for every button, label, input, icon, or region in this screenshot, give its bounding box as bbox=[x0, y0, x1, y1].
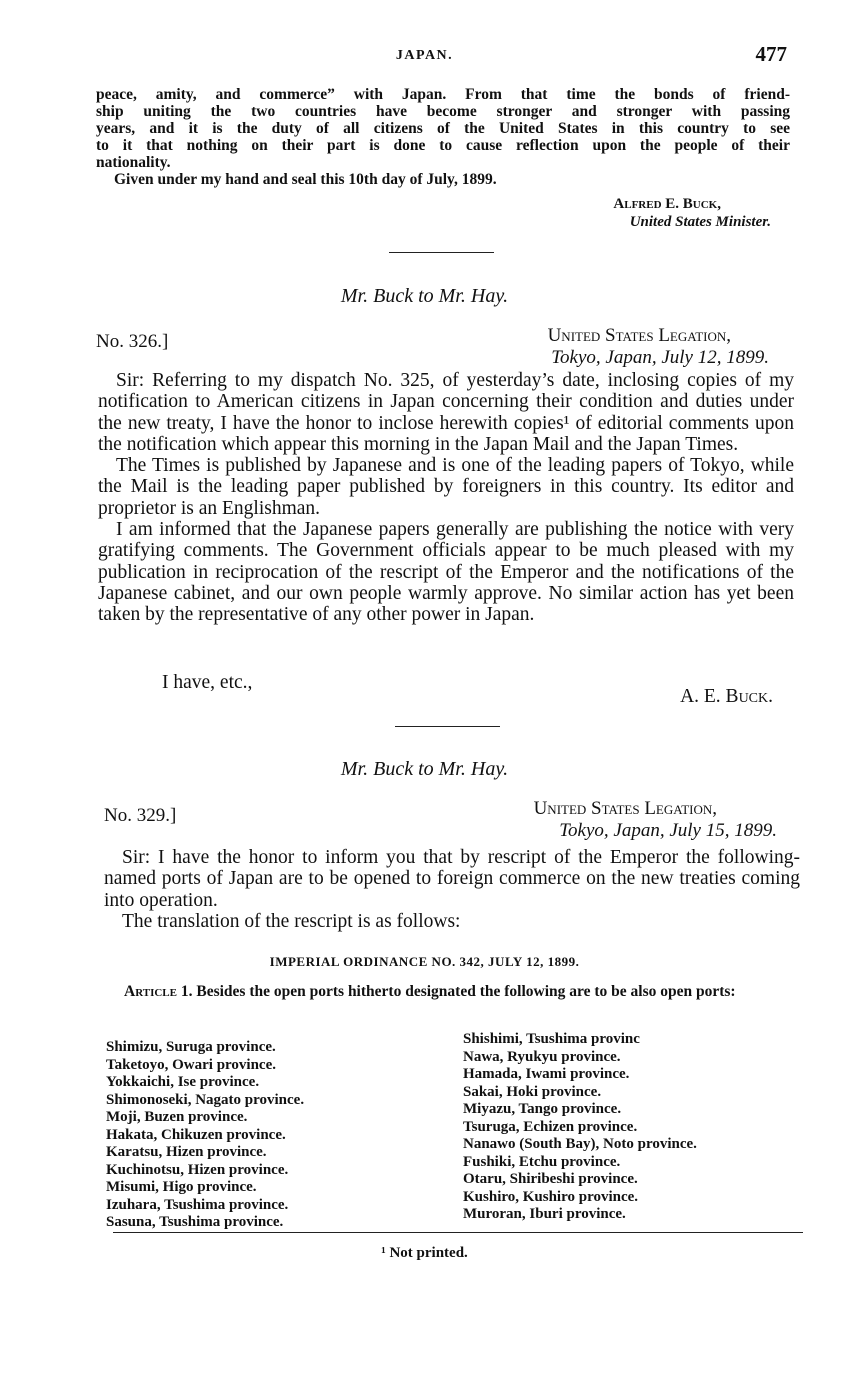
port-item: Kushiro, Kushiro province. bbox=[463, 1188, 639, 1205]
dispatch-326-closing: I have, etc., bbox=[162, 672, 253, 693]
text-line: peace, amity, and commerce” with Japan. From that time the bonds of friend- bbox=[96, 86, 790, 103]
signature-title: United States Minister. bbox=[629, 214, 771, 230]
notification-continuation bbox=[96, 86, 790, 188]
page-header bbox=[0, 42, 849, 72]
legation-name: United States Legation, bbox=[533, 798, 717, 819]
legation-name: United States Legation, bbox=[547, 325, 731, 346]
text-line: years, and it is the duty of all citizens of the United States in this country to see bbox=[96, 120, 790, 137]
port-item: Yokkaichi, Ise province. bbox=[106, 1074, 260, 1090]
place-date: Tokyo, Japan, July 15, 1899. bbox=[559, 820, 777, 841]
port-item: Shimonoseki, Nagato province. bbox=[106, 1091, 305, 1108]
port-item: Fushiki, Etchu province. bbox=[463, 1153, 621, 1170]
dispatch-326-paragraph-1: Sir: Referring to my dispatch No. 325, of yesterday’s date, inclosing copies of my notification to American citizens in Japan concerning their condition and duties under the new treaty, I have the honor to inclose herewith copies¹ of editorial comments upon the notification which appear this morning in the Japan Mail and the Japan Times. bbox=[98, 370, 794, 455]
dispatch-329-title: Mr. Buck to Mr. Hay. bbox=[340, 758, 509, 780]
text-line: to it that nothing on their part is done to cause reflection upon the people of their bbox=[96, 137, 790, 154]
article-label: Article 1. bbox=[124, 983, 193, 1000]
port-item: Hamada, Iwami province. bbox=[463, 1066, 630, 1082]
port-item: Otaru, Shiribeshi province. bbox=[463, 1171, 638, 1187]
port-item: Misumi, Higo province. bbox=[106, 1179, 257, 1195]
port-item: Shishimi, Tsushima provinc bbox=[463, 1031, 640, 1047]
section-divider bbox=[389, 252, 494, 253]
given-under-hand: Given under my hand and seal this 10th day of July, 1899. bbox=[114, 171, 497, 188]
dispatch-326-number: No. 326.] bbox=[96, 331, 169, 352]
port-item: Taketoyo, Owari province. bbox=[106, 1056, 277, 1073]
port-item: Izuhara, Tsushima province. bbox=[106, 1196, 289, 1213]
port-item: Muroran, Iburi province. bbox=[463, 1206, 626, 1222]
port-item: Nanawo (South Bay), Noto province. bbox=[463, 1136, 697, 1152]
port-item: Tsuruga, Echizen province. bbox=[463, 1118, 638, 1135]
signature-name: Alfred E. Buck, bbox=[613, 196, 721, 212]
page-number: 477 bbox=[755, 42, 787, 66]
dispatch-326-title: Mr. Buck to Mr. Hay. bbox=[340, 285, 509, 307]
port-item: Moji, Buzen province. bbox=[106, 1109, 248, 1125]
text-line: nationality. bbox=[96, 154, 171, 171]
running-head: JAPAN. bbox=[395, 48, 454, 63]
dispatch-326-body bbox=[98, 370, 794, 626]
dispatch-329-heading bbox=[534, 798, 777, 842]
section-divider bbox=[395, 726, 500, 727]
dispatch-329-number: No. 329.] bbox=[104, 805, 177, 826]
ports-list-right bbox=[463, 1031, 697, 1224]
article-1 bbox=[106, 983, 800, 1001]
dispatch-326-paragraph-3: I am informed that the Japanese papers generally are publishing the notice with very gratifying comments. The Government officials appear to be much pleased with my publication in reciprocation of the rescript of the Emperor and the notifications of the Japanese cabinet, and our own people warmly approve. No similar action has yet been taken by the representative of any other power in Japan. bbox=[98, 519, 794, 626]
ordinance-title: IMPERIAL ORDINANCE NO. 342, JULY 12, 1899. bbox=[269, 954, 580, 969]
port-item: Nawa, Ryukyu province. bbox=[463, 1048, 621, 1065]
article-text: Besides the open ports hitherto designated the following are to be also open ports: bbox=[196, 983, 736, 1000]
dispatch-326-heading bbox=[548, 325, 769, 369]
text-line: ship uniting the two countries have become stronger and stronger with passing bbox=[96, 103, 790, 120]
notification-signature bbox=[613, 195, 771, 231]
dispatch-329-paragraph-1: Sir: I have the honor to inform you that by rescript of the Emperor the following-named ports of Japan are to be opened to foreign commerce on the new treaties coming into operation. bbox=[104, 847, 800, 911]
port-item: Sasuna, Tsushima province. bbox=[106, 1214, 284, 1230]
footnote-rule bbox=[113, 1232, 803, 1233]
port-item: Shimizu, Suruga province. bbox=[106, 1039, 276, 1055]
dispatch-329-body bbox=[104, 847, 800, 932]
port-item: Miyazu, Tango province. bbox=[463, 1101, 622, 1117]
dispatch-326-paragraph-2: The Times is published by Japanese and is one of the leading papers of Tokyo, while the Mail is the leading paper published by foreigners in this country. Its editor and proprietor is an Englishman. bbox=[98, 455, 794, 519]
footnote: ¹ Not printed. bbox=[381, 1245, 468, 1261]
ports-list-left bbox=[106, 1039, 304, 1232]
port-item: Hakata, Chikuzen province. bbox=[106, 1126, 286, 1143]
place-date: Tokyo, Japan, July 12, 1899. bbox=[551, 347, 769, 368]
port-item: Kuchinotsu, Hizen province. bbox=[106, 1161, 289, 1178]
port-item: Sakai, Hoki province. bbox=[463, 1083, 602, 1100]
dispatch-326-signature: A. E. Buck. bbox=[680, 686, 773, 707]
port-item: Karatsu, Hizen province. bbox=[106, 1144, 267, 1160]
dispatch-329-paragraph-2: The translation of the rescript is as follows: bbox=[122, 910, 461, 932]
